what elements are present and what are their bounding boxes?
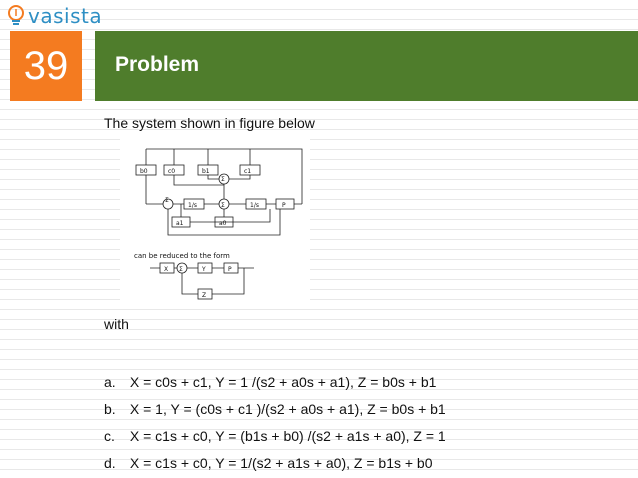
label-X: X [164, 266, 169, 273]
label-P2: P [228, 266, 232, 273]
block-diagram-figure [120, 137, 310, 305]
label-a0: a0 [219, 220, 227, 227]
option-text: X = c1s + c0, Y = (b1s + b0) /(s2 + a1s + a0), Z = 1 [129, 428, 446, 444]
label-Y: Y [202, 266, 206, 273]
option-c[interactable] [104, 423, 446, 450]
option-d[interactable] [104, 450, 446, 477]
sigma-3: Σ [221, 176, 225, 183]
answer-options [104, 369, 446, 477]
intro-text: The system shown in figure below [104, 115, 315, 131]
label-c0: c0 [168, 168, 176, 175]
option-b[interactable] [104, 396, 446, 423]
with-label: with [104, 316, 129, 332]
option-letter: a. [104, 374, 116, 390]
title-bar [95, 31, 638, 101]
option-a[interactable] [104, 369, 446, 396]
option-letter: d. [104, 455, 116, 471]
option-text: X = 1, Y = (c0s + c1 )/(s2 + a0s + a1), Z = b0s + b1 [129, 401, 446, 417]
label-c1: c1 [244, 168, 252, 175]
figure-caption: can be reduced to the form [134, 252, 230, 260]
option-text: X = c1s + c0, Y = 1/(s2 + a1s + a0), Z = b1s + b0 [129, 455, 433, 471]
label-integrator-1: 1/s [188, 202, 197, 209]
sigma-2: Σ [221, 202, 225, 209]
logo [6, 2, 102, 30]
label-b0: b0 [140, 168, 148, 175]
logo-text: vasista [28, 4, 103, 28]
label-Z: Z [202, 292, 207, 299]
option-letter: c. [104, 428, 115, 444]
slide-title: Problem [115, 53, 200, 76]
label-a1: a1 [176, 220, 184, 227]
bulb-logo-icon [6, 3, 26, 29]
option-text: X = c0s + c1, Y = 1 /(s2 + a0s + a1), Z = b0s + b1 [129, 374, 437, 390]
slide-number: 39 [10, 31, 82, 101]
option-letter: b. [104, 401, 116, 417]
sigma-reduced: Σ [179, 266, 183, 273]
sigma-1: Σ [165, 197, 169, 204]
label-P: P [282, 202, 286, 209]
label-integrator-2: 1/s [250, 202, 259, 209]
block-diagram [120, 137, 310, 305]
label-b1: b1 [202, 168, 210, 175]
